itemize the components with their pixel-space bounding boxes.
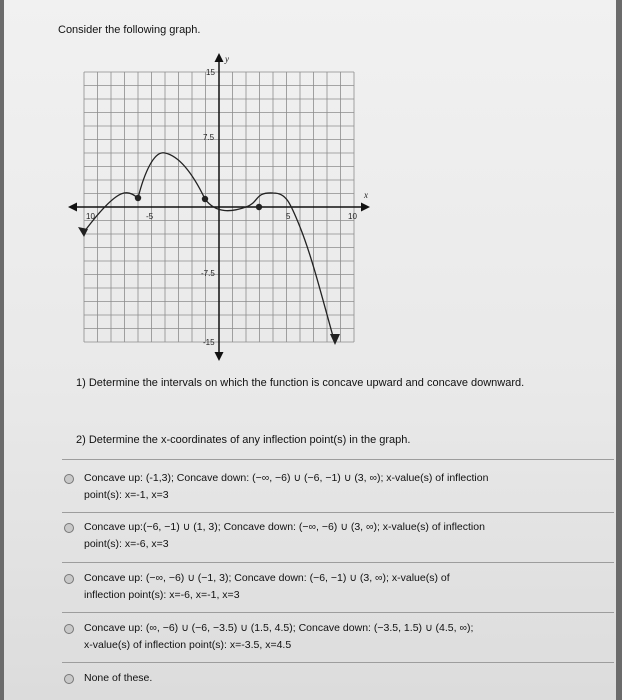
radio-button[interactable] <box>64 674 74 684</box>
radio-button[interactable] <box>64 523 74 533</box>
x-axis-left-arrow <box>68 203 77 212</box>
y-tick-neg15: -15 <box>203 338 215 347</box>
x-axis-label: x <box>364 190 368 200</box>
curve-right-arrow <box>330 334 340 345</box>
option-2-line-1: Concave up:(−6, −1) ∪ (1, 3); Concave down: (−∞, −6) ∪ (3, ∞); x-value(s) of inflection <box>84 521 485 533</box>
curve-path <box>84 153 334 340</box>
option-3-line-2: inflection point(s): x=-6, x=-1, x=3 <box>84 589 240 601</box>
point-marker-3 <box>256 204 262 210</box>
point-marker-2 <box>202 196 208 202</box>
y-axis-down-arrow <box>215 352 224 361</box>
divider <box>62 662 614 663</box>
divider <box>62 459 614 460</box>
y-tick-7-5: 7.5 <box>203 133 215 142</box>
worksheet <box>4 0 616 700</box>
x-tick-5: 5 <box>286 212 291 221</box>
y-axis-label: y <box>225 54 229 64</box>
divider <box>62 512 614 513</box>
function-graph <box>64 52 374 362</box>
radio-button[interactable] <box>64 624 74 634</box>
y-axis-up-arrow <box>215 53 224 62</box>
divider <box>62 612 614 613</box>
answer-option-2[interactable] <box>64 519 609 553</box>
option-2-line-2: point(s): x=-6, x=3 <box>84 538 169 550</box>
prompt-text: Consider the following graph. <box>58 24 201 36</box>
function-curve <box>78 153 340 345</box>
answer-option-5[interactable] <box>64 670 609 687</box>
divider <box>62 562 614 563</box>
x-axis-right-arrow <box>361 203 370 212</box>
answer-option-4[interactable] <box>64 620 609 654</box>
x-tick-neg5: -5 <box>146 212 154 221</box>
question-2: 2) Determine the x-coordinates of any inflection point(s) in the graph. <box>76 434 411 446</box>
answer-option-1[interactable] <box>64 470 609 504</box>
question-1: 1) Determine the intervals on which the function is concave upward and concave downward. <box>76 377 525 389</box>
option-4-line-2: x-value(s) of inflection point(s): x=-3.5, x=4.5 <box>84 639 292 651</box>
x-tick-neg10: 10 <box>86 212 95 221</box>
x-tick-10: 10 <box>348 212 357 221</box>
radio-button[interactable] <box>64 474 74 484</box>
y-tick-15: 15 <box>206 68 215 77</box>
y-tick-neg7-5: -7.5 <box>201 269 215 278</box>
option-1-line-1: Concave up: (-1,3); Concave down: (−∞, −6) ∪ (−6, −1) ∪ (3, ∞); x-value(s) of inflection <box>84 472 489 484</box>
option-4-line-1: Concave up: (∞, −6) ∪ (−6, −3.5) ∪ (1.5, 4.5); Concave down: (−3.5, 1.5) ∪ (4.5, ∞); <box>84 622 474 634</box>
option-1-line-2: point(s): x=-1, x=3 <box>84 489 169 501</box>
option-3-line-1: Concave up: (−∞, −6) ∪ (−1, 3); Concave down: (−6, −1) ∪ (3, ∞); x-value(s) of <box>84 572 450 584</box>
point-marker-1 <box>135 195 141 201</box>
radio-button[interactable] <box>64 574 74 584</box>
option-5-label: None of these. <box>84 672 153 684</box>
answer-option-3[interactable] <box>64 570 609 604</box>
